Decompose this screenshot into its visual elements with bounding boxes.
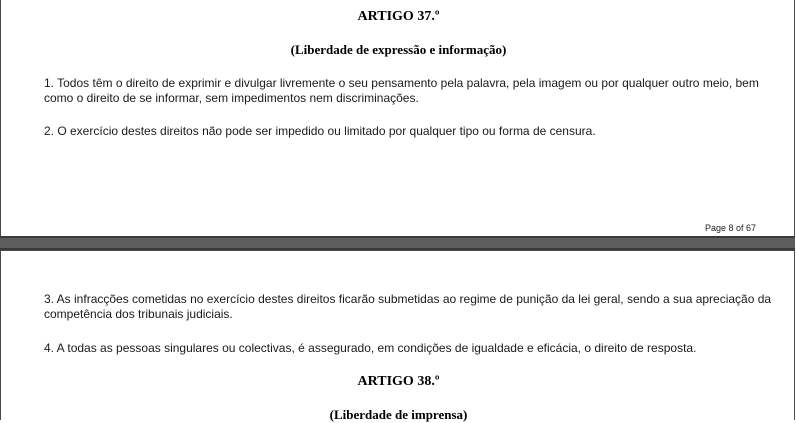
article-37-paragraph-2: 2. O exercício destes direitos não pode ser impedido ou limitado por qualquer tipo ou forma de censura.: [44, 124, 596, 138]
page-separator: [0, 236, 795, 250]
article-37-heading: ARTIGO 37.º: [357, 9, 440, 24]
article-37-paragraph-1: 1. Todos têm o direito de exprimir e divulgar livremente o seu pensamento pela palavra, pela imagem ou por qualquer outro meio, bem como o direito de se informar, sem impedimentos nem discriminações.: [44, 76, 759, 105]
page-number: Page 8 of 67: [704, 223, 756, 233]
article-38-heading: ARTIGO 38.º: [357, 374, 440, 389]
article-38-subtitle: (Liberdade de imprensa): [329, 407, 468, 422]
article-37-subtitle: (Liberdade de expressão e informação): [290, 42, 507, 57]
article-37-paragraph-4: 4. A todas as pessoas singulares ou colectivas, é assegurado, em condições de igualdade e eficácia, o direito de resposta.: [44, 341, 697, 355]
article-37-paragraph-3: 3. As infracções cometidas no exercício destes direitos ficarão submetidas ao regime de punição da lei geral, sendo a sua apreciação da competência dos tribunais judiciais.: [44, 292, 772, 321]
page-9: [0, 250, 795, 420]
